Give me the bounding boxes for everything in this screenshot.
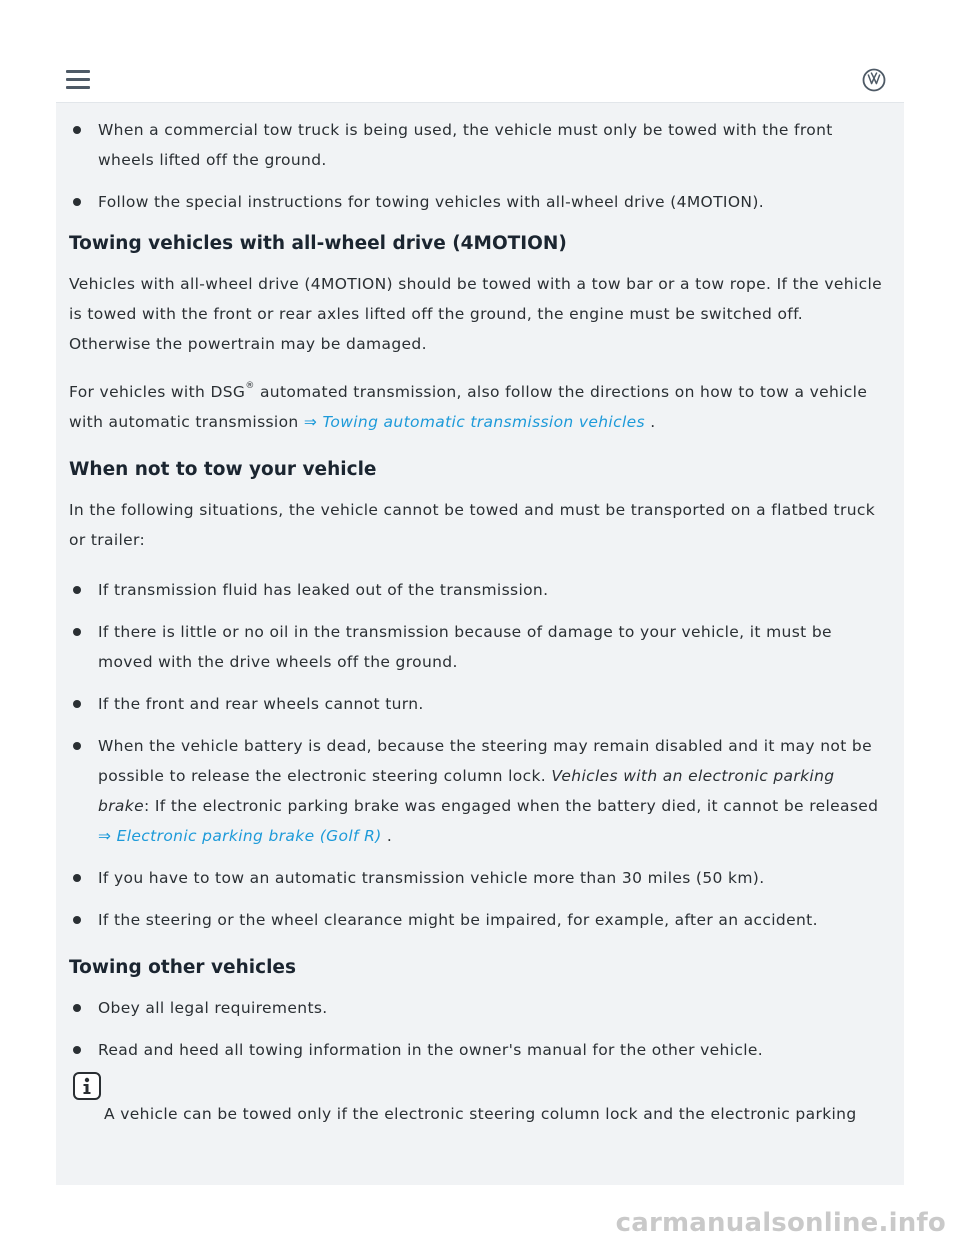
- paragraph-awd: Vehicles with all-wheel drive (4MOTION) should be towed with a tow bar or a tow rope. If the vehicle is towed with the front or rear axles lifted off the ground, the engine must be switched off. Otherwise the powertrain may be damaged.: [69, 275, 882, 353]
- list-item: If transmission fluid has leaked out of the transmission.: [69, 575, 886, 605]
- list-item: If the steering or the wheel clearance might be impaired, for example, after an accident.: [69, 905, 886, 935]
- list-item: Read and heed all towing information in the owner's manual for the other vehicle.: [69, 1035, 886, 1065]
- watermark: carmanualsonline.info: [615, 1208, 946, 1238]
- list-item: Obey all legal requirements.: [69, 993, 886, 1023]
- vw-logo-icon[interactable]: [862, 68, 886, 92]
- list-item: When a commercial tow truck is being used, the vehicle must only be towed with the front wheels lifted off the ground.: [69, 115, 886, 175]
- top-bar: [0, 0, 960, 102]
- manual-content: [56, 102, 904, 1185]
- note-text: A vehicle can be towed only if the electronic steering column lock and the electronic parking: [104, 1105, 857, 1123]
- not-tow-bullet-list: [69, 575, 886, 935]
- heading-when-not-to-tow: When not to tow your vehicle: [69, 459, 377, 480]
- heading-awd-towing: Towing vehicles with all-wheel drive (4MOTION): [69, 233, 567, 254]
- heading-towing-other: Towing other vehicles: [69, 957, 296, 978]
- other-bullet-list: [69, 993, 886, 1065]
- link-towing-automatic[interactable]: ⇒ Towing automatic transmission vehicles: [303, 413, 645, 431]
- list-item: If you have to tow an automatic transmission vehicle more than 30 miles (50 km).: [69, 863, 886, 893]
- paragraph-dsg: For vehicles with DSG® automated transmission, also follow the directions on how to tow a vehicle with automatic transmission ⇒ Towing automatic transmission vehicles .: [69, 381, 868, 431]
- paragraph-not-tow-intro: In the following situations, the vehicle cannot be towed and must be transported on a flatbed truck or trailer:: [69, 501, 876, 549]
- list-item: If there is little or no oil in the transmission because of damage to your vehicle, it must be moved with the drive wheels off the ground.: [69, 617, 886, 677]
- list-item: When the vehicle battery is dead, because the steering may remain disabled and it may not be possible to release the electronic steering column lock. Vehicles with an electronic parking brake: If the electronic parking brake was engaged when the battery died, it cannot be released ⇒ Electronic parking brake (Golf R) .: [69, 731, 886, 851]
- list-item: Follow the special instructions for towing vehicles with all-wheel drive (4MOTION).: [69, 187, 886, 217]
- note-block: [69, 1077, 886, 1129]
- info-note-icon: [72, 1071, 102, 1101]
- link-electronic-parking-brake[interactable]: ⇒ Electronic parking brake (Golf R): [98, 827, 382, 845]
- list-item: If the front and rear wheels cannot turn.: [69, 689, 886, 719]
- intro-bullet-list: [69, 115, 886, 217]
- hamburger-menu-icon[interactable]: [66, 70, 90, 90]
